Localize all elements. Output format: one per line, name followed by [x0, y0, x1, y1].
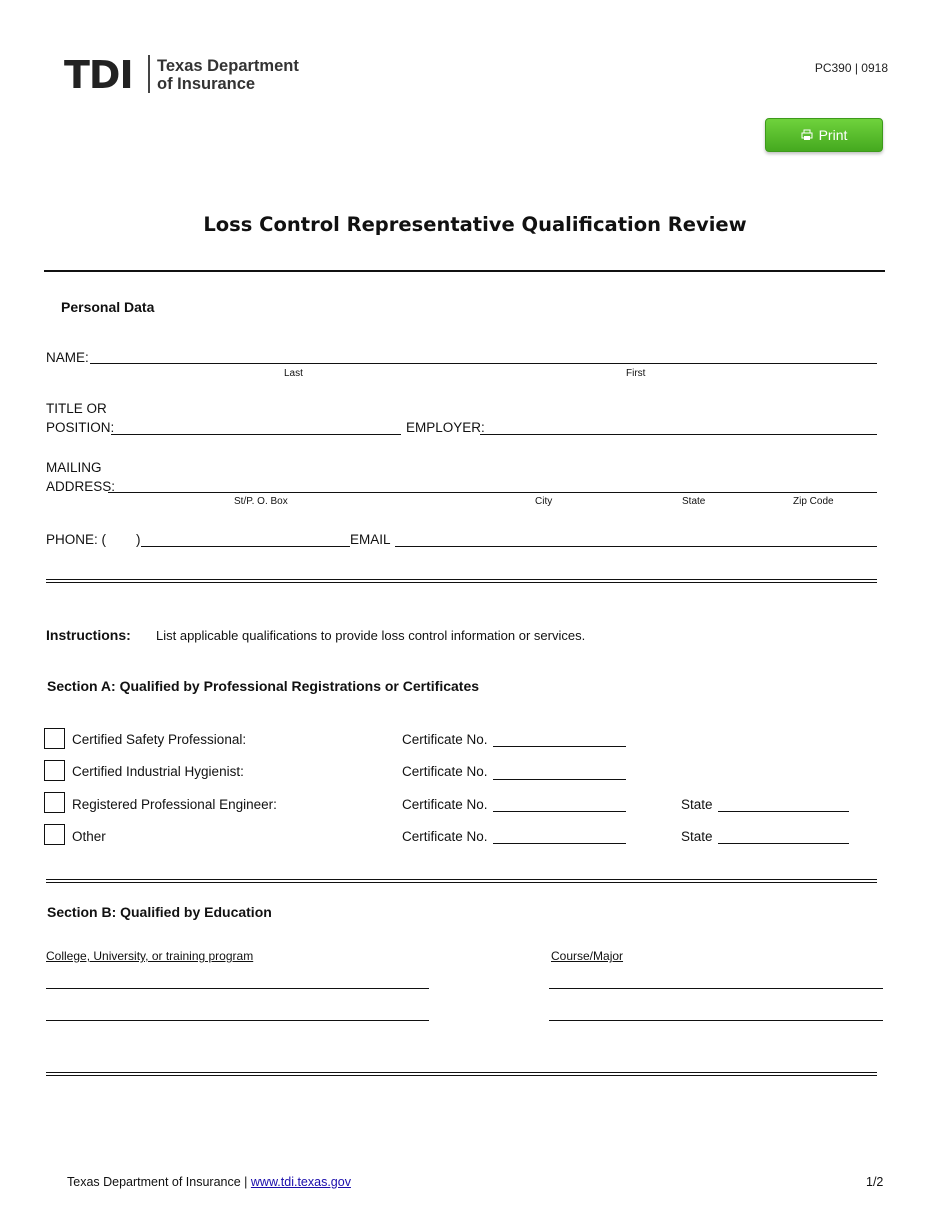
csp-checkbox[interactable] [44, 728, 65, 749]
other-checkbox[interactable] [44, 824, 65, 845]
cih-label: Certified Industrial Hygienist: [72, 764, 244, 779]
course-column-header: Course/Major [551, 949, 624, 963]
name-field[interactable] [90, 363, 877, 364]
city-caption: City [535, 496, 553, 507]
print-button-label: Print [818, 127, 848, 143]
phone-label: PHONE: ( [46, 532, 107, 547]
other-label: Other [72, 829, 106, 844]
rpe-certificate-label: Certificate No. [402, 797, 488, 812]
title-rule [44, 270, 885, 272]
instructions-text: List applicable qualifications to provide loss control information or services. [156, 628, 586, 643]
rpe-checkbox[interactable] [44, 792, 65, 813]
other-state-label: State [681, 829, 713, 844]
phone-area-code-field[interactable] [106, 530, 136, 548]
csp-label: Certified Safety Professional: [72, 732, 247, 747]
other-certificate-field[interactable] [493, 843, 626, 844]
cih-certificate-label: Certificate No. [402, 764, 488, 779]
section-b-heading: Section B: Qualified by Education [47, 904, 272, 920]
section-divider [46, 579, 877, 583]
footer [67, 1176, 351, 1189]
name-label: NAME: [46, 350, 89, 365]
other-state-field[interactable] [718, 843, 849, 844]
logo-line-1: Texas Department [157, 57, 299, 75]
title-label-1: TITLE OR [46, 401, 107, 416]
rpe-label: Registered Professional Engineer: [72, 797, 277, 812]
rpe-certificate-field[interactable] [493, 811, 626, 812]
logo-text [157, 57, 299, 93]
title-field[interactable] [111, 434, 401, 435]
employer-field[interactable] [480, 434, 877, 435]
csp-certificate-field[interactable] [493, 746, 626, 747]
phone-paren: ) [136, 532, 141, 547]
email-field[interactable] [395, 546, 877, 547]
email-label: EMAIL [350, 532, 391, 547]
csp-certificate-label: Certificate No. [402, 732, 488, 747]
print-button[interactable] [765, 118, 883, 152]
logo-mark: TDI [64, 53, 133, 97]
college-field-1[interactable] [46, 988, 429, 989]
section-divider [46, 879, 877, 883]
instructions-label: Instructions: [46, 627, 131, 643]
mailing-label-2: ADDRESS: [46, 479, 116, 494]
college-field-2[interactable] [46, 1020, 429, 1021]
cih-certificate-field[interactable] [493, 779, 626, 780]
footer-website-link[interactable]: www.tdi.texas.gov [250, 1175, 351, 1189]
street-caption: St/P. O. Box [234, 496, 288, 507]
first-caption: First [626, 368, 646, 379]
last-caption: Last [284, 368, 303, 379]
section-divider [46, 1072, 877, 1076]
address-field[interactable] [108, 492, 877, 493]
state-caption: State [682, 496, 706, 507]
printer-icon [801, 129, 813, 141]
course-field-2[interactable] [549, 1020, 883, 1021]
employer-label: EMPLOYER: [406, 420, 485, 435]
logo-line-2: of Insurance [157, 75, 256, 93]
page-title: Loss Control Representative Qualification Review [203, 213, 747, 236]
course-field-1[interactable] [549, 988, 883, 989]
rpe-state-label: State [681, 797, 713, 812]
logo-divider [148, 55, 150, 93]
personal-data-heading: Personal Data [61, 299, 155, 315]
college-column-header: College, University, or training program [46, 949, 254, 963]
rpe-state-field[interactable] [718, 811, 849, 812]
form-id: PC390 | 0918 [814, 61, 888, 75]
title-label-2: POSITION: [46, 420, 115, 435]
zip-caption: Zip Code [793, 496, 834, 507]
page-number: 1/2 [866, 1175, 884, 1189]
mailing-label-1: MAILING [46, 460, 102, 475]
cih-checkbox[interactable] [44, 760, 65, 781]
other-certificate-label: Certificate No. [402, 829, 488, 844]
footer-org: Texas Department of Insurance | [67, 1175, 248, 1189]
phone-field[interactable] [141, 546, 350, 547]
section-a-heading: Section A: Qualified by Professional Registrations or Certificates [47, 678, 480, 694]
